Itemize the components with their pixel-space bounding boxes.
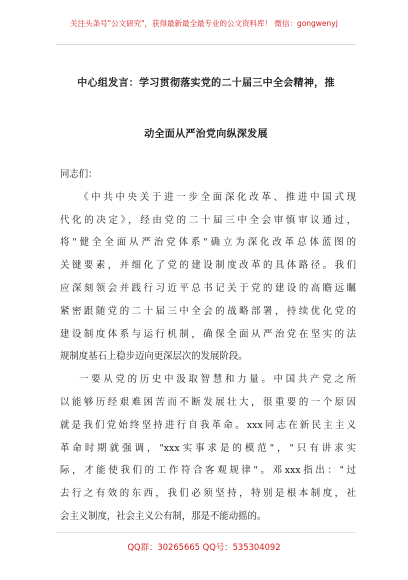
body-line: 代化的决定》，经由党的二十届三中全会审慎审议通过， — [60, 214, 356, 226]
document-body — [60, 164, 356, 529]
header-divider — [56, 44, 356, 45]
header-notice: 关注头条号"公文研究"，获得最新最全最专业的公文资料库！ 微信：gongwenyj — [70, 19, 338, 28]
body-line: 将"健全全面从严治党体系"确立为深化改革总体蓝图的 — [60, 237, 356, 249]
body-line: 会主义制度，社会主义公有制，那是不能动摇的。 — [60, 510, 267, 522]
body-line: 紧密跟随党的二十届三中全会的战略部署，持续优化党的 — [60, 305, 356, 317]
body-line: 以能够历经艰难困苦而不断发展壮大，很重要的一个原因 — [60, 396, 356, 408]
body-line: 去行之有效的东西，我们必须坚持，特别是根本制度，社 — [60, 488, 356, 500]
document-title-line-2: 动全面从严治党向纵深发展 — [144, 129, 268, 140]
footer-contact: QQ群：30265665 QQ号：535304092 — [127, 542, 281, 552]
body-line: 就是我们党始终坚持进行自我革命。xxx同志在新民主主义 — [60, 419, 356, 431]
body-line: 际，才能使我们的工作符合客观规律"。邓xxx指出："过 — [60, 465, 356, 477]
document-title-line-1: 中心组发言：学习贯彻落实党的二十届三中全会精神，推 — [77, 78, 335, 89]
body-line: 革命时期就强调，"xxx实事求是的模范"，"只有讲求实 — [60, 442, 356, 454]
body-line: 规制度基石上稳步迈向更深层次的发展阶段。 — [60, 351, 248, 363]
footer-divider — [56, 532, 356, 533]
body-line: 关键要素，并细化了党的建设制度改革的具体路径。我们 — [60, 260, 356, 272]
body-line: 建设制度体系与运行机制，确保全面从严治党在坚实的法 — [60, 328, 356, 340]
body-line: 《中共中央关于进一步全面深化改革、推进中国式现 — [79, 191, 356, 203]
body-line: 一要从党的历史中汲取智慧和力量。中国共产党之所 — [79, 374, 356, 386]
salutation: 同志们： — [60, 169, 98, 180]
body-line: 应深刻领会并践行习近平总书记关于党的建设的高瞻远瞩 — [60, 282, 356, 294]
